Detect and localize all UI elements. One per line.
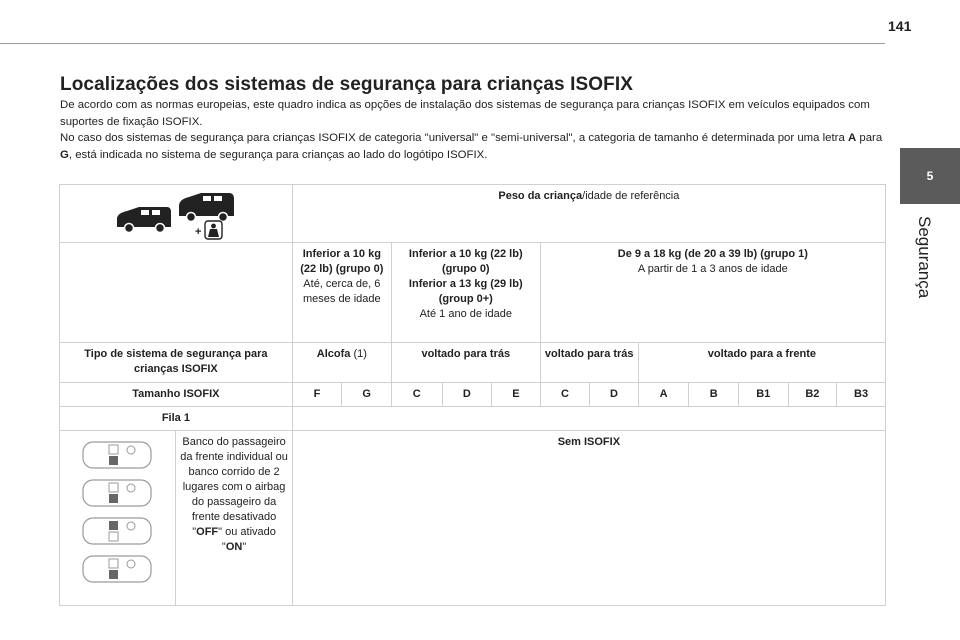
size-cell: A [638, 383, 689, 407]
seat-diagrams [60, 431, 176, 606]
car-seat-diagram-icon [81, 515, 155, 547]
type-rear-facing-2: voltado para trás [540, 343, 638, 383]
weight-header: Peso da criança/idade de referência [292, 185, 885, 243]
svg-text:+: + [195, 226, 202, 238]
size-cell: G [342, 383, 392, 407]
isofix-vehicles-icon [113, 191, 238, 241]
car-seat-diagram-icon [81, 553, 155, 585]
chapter-number: 5 [926, 169, 934, 183]
size-cell: E [492, 383, 541, 407]
isofix-size-label: Tamanho ISOFIX [60, 383, 293, 407]
chapter-tab [900, 148, 960, 204]
size-cell: D [442, 383, 492, 407]
size-cell: B [689, 383, 739, 407]
chapter-title: Segurança [915, 216, 934, 299]
size-cell: F [292, 383, 342, 407]
isofix-table [59, 184, 886, 606]
type-rear-facing: voltado para trás [391, 343, 540, 383]
car-seat-diagram-icon [81, 439, 155, 471]
size-cell: D [590, 383, 639, 407]
size-cell: C [540, 383, 590, 407]
group-0plus-cell: Inferior a 10 kg (22 lb) (grupo 0) Inferior a 13 kg (29 lb) (group 0+) Até 1 ano de idade [391, 243, 540, 343]
size-cell: B1 [738, 383, 788, 407]
car-seat-diagram-icon [81, 477, 155, 509]
vehicle-icons-cell [60, 185, 293, 243]
size-cell: B2 [788, 383, 837, 407]
page-title: Localizações dos sistemas de segurança para crianças ISOFIX [60, 74, 633, 95]
seat-description: Banco do passageiro da frente individual ou banco corrido de 2 lugares com o airbag do passageiro da frente desativado "OFF" ou ativado "ON" [176, 431, 292, 606]
page-number: 141 [888, 18, 912, 34]
row-label: Fila 1 [60, 407, 293, 431]
restraint-type-label: Tipo de sistema de segurança para crianças ISOFIX [60, 343, 293, 383]
type-alcofa: Alcofa (1) [292, 343, 391, 383]
intro-paragraph-1: De acordo com as normas europeias, este quadro indica as opções de instalação dos sistemas de segurança para crianças ISOFIX em veículos equipados com suportes de fixação ISOFIX. [60, 99, 870, 128]
size-cell: C [391, 383, 442, 407]
group-1-cell: De 9 a 18 kg (de 20 a 39 lb) (grupo 1) A partir de 1 a 3 anos de idade [540, 243, 885, 343]
size-cell: B3 [837, 383, 886, 407]
header-rule [0, 43, 885, 44]
type-forward-facing: voltado para a frente [638, 343, 885, 383]
seat-value: Sem ISOFIX [292, 431, 885, 606]
group-0-cell: Inferior a 10 kg (22 lb) (grupo 0) Até, cerca de, 6 meses de idade [292, 243, 391, 343]
intro-text: De acordo com as normas europeias, este quadro indica as opções de instalação dos sistemas de segurança para crianças ISOFIX em veículos equipados com suportes de fixação ISOFIX. No caso dos sistemas de segurança para crianças ISOFIX de categoria "universal" e "semi-universal", a categoria de tamanho é determinada por uma letra A para G, está indicada no sistema de segurança para crianças ao lado do logótipo ISOFIX. [60, 99, 883, 161]
